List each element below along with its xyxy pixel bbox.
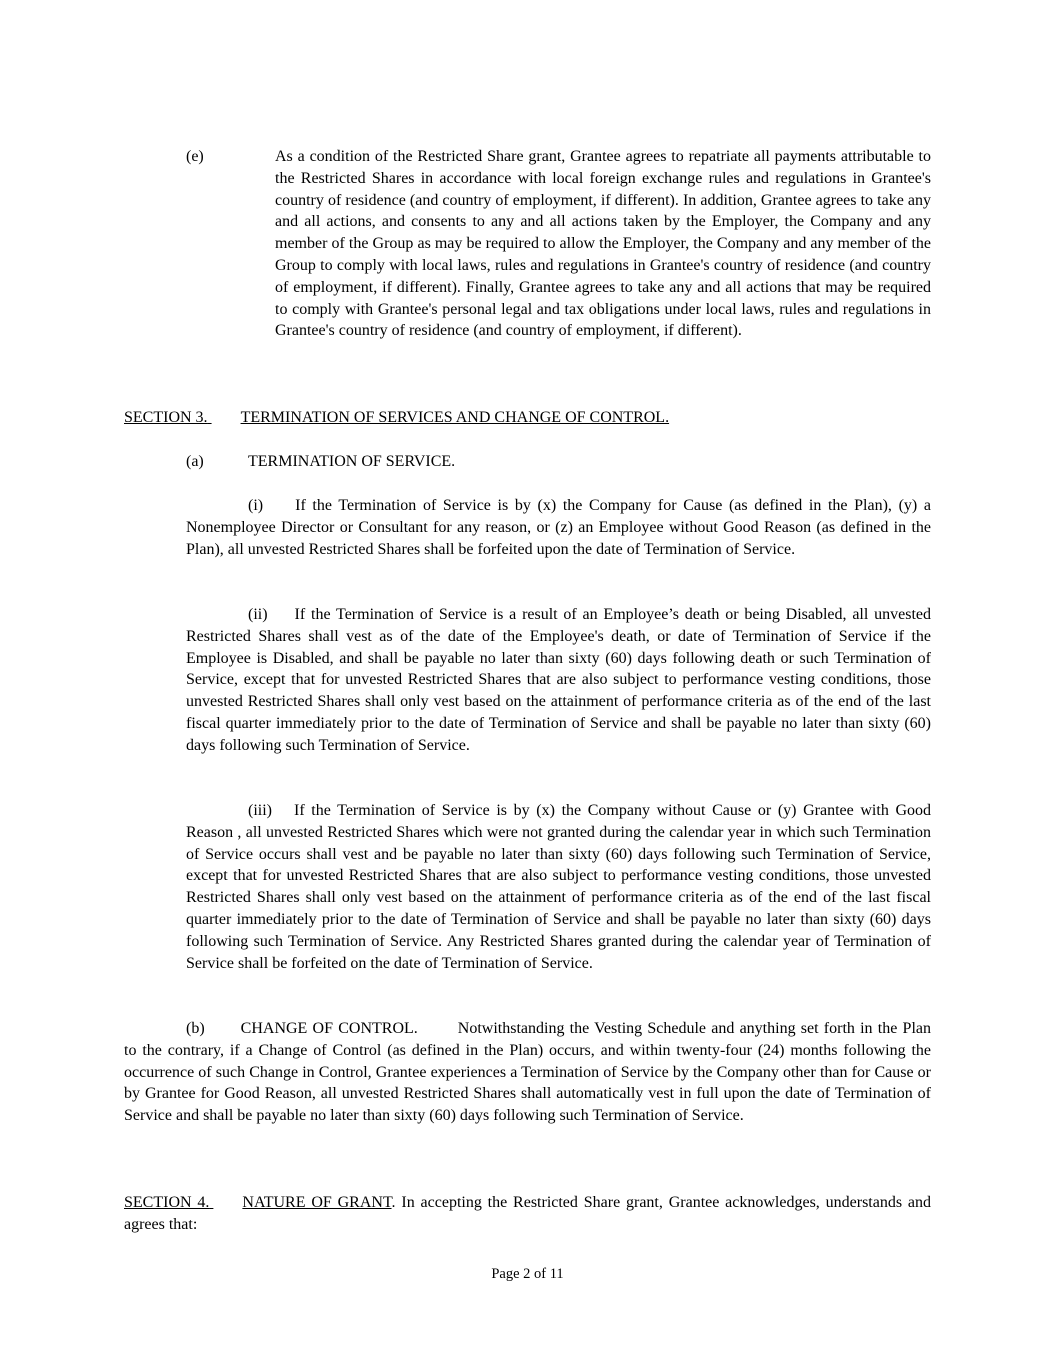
clause-iii [186,800,931,974]
subsection-b-title: CHANGE OF CONTROL. [240,1020,418,1037]
section-4-title: NATURE OF GRANT [242,1194,392,1211]
subsection-b [124,1018,931,1127]
clause-i-text: If the Termination of Service is by (x) the Company for Cause (as defined in the Plan), (y) a Nonemployee Director or Consultant for any reason, or (z) an Employee without Good Reason (as defined in the Plan), all unvested Restricted Shares shall be forfeited upon the date of Termination of Service. [186,497,931,558]
section-4-tab [209,1192,242,1214]
clause-ii [186,604,931,757]
subsection-a-label: (a) [186,453,204,470]
section-3-heading [124,407,931,429]
clause-iii-text: If the Termination of Service is by (x) the Company without Cause or (y) Grantee with Good Reason , all unvested Restricted Shares which were not granted during the calendar year in which such Termination of Service occurs shall vest and be payable no later than sixty (60) days following such Termination of Service, except that for unvested Restricted Shares that are also subject to performance vesting conditions, those unvested Restricted Shares shall only vest based on the attainment of performance criteria as of the end of the last fiscal quarter immediately prior to the date of Termination of Service and shall be payable no later than sixty (60) days following such Termination of Service. Any Restricted Shares granted during the calendar year of Termination of Service shall be forfeited on the date of Termination of Service. [186,802,931,972]
section-4-text: . In accepting the Restricted Share grant, Grantee acknowledges, understands and agrees that: [124,1194,932,1233]
section-3-title: TERMINATION OF SERVICES AND CHANGE OF CONTROL. [240,409,670,426]
section-4 [124,1192,931,1236]
page-number: Page 2 of 11 [491,1266,564,1282]
section-3-number: SECTION 3. [124,409,208,426]
subsection-b-text: Notwithstanding the Vesting Schedule and anything set forth in the Plan to the contrary, if a Change of Control (as defined in the Plan) occurs, and within twenty-four (24) months following the occurrence of such Change in Control, Grantee experiences a Termination of Service by the Company other than for Cause or by Grantee for Good Reason, all unvested Restricted Shares shall automatically vest in full upon the date of Termination of Service and shall be payable no later than sixty (60) days following such Termination of Service. [124,1020,931,1125]
section-3-tab [208,407,241,429]
paragraph-e-label: (e) [186,148,204,165]
clause-iii-label: (iii) [248,802,272,819]
subsection-a-title: TERMINATION OF SERVICE. [248,453,456,470]
section-4-number: SECTION 4. [124,1194,210,1211]
clause-ii-label: (ii) [248,606,268,623]
clause-i-label: (i) [248,497,264,514]
subsection-b-label: (b) [186,1020,205,1037]
clause-ii-text: If the Termination of Service is a result of an Employee’s death or being Disabled, all unvested Restricted Shares shall vest as of the date of the Employee's death, or date of Termination of Service if the Employee is Disabled, and shall be payable no later than sixty (60) days following death or such Termination of Service, except that for unvested Restricted Shares that are also subject to performance vesting conditions, those unvested Restricted Shares shall only vest based on the attainment of performance criteria as of the end of the last fiscal quarter immediately prior to the date of Termination of Service and shall be payable no later than sixty (60) days following such Termination of Service. [186,606,931,754]
clause-i [186,495,931,560]
paragraph-e-text: As a condition of the Restricted Share grant, Grantee agrees to repatriate all payments attributable to the Restricted Shares in accordance with local foreign exchange rules and regulations in Grantee's country of residence (and country of employment, if different). In addition, Grantee agrees to take any and all actions, and consents to any and all actions taken by the Employer, the Company and any member of the Group as may be required to allow the Employer, the Company and any member of the Group to comply with local laws, rules and regulations in Grantee's country of residence (and country of employment, if different). Finally, Grantee agrees to take any and all actions that may be required to comply with Grantee's personal legal and tax obligations under local laws, rules and regulations in Grantee's country of residence (and country of employment, if different). [275,148,931,340]
